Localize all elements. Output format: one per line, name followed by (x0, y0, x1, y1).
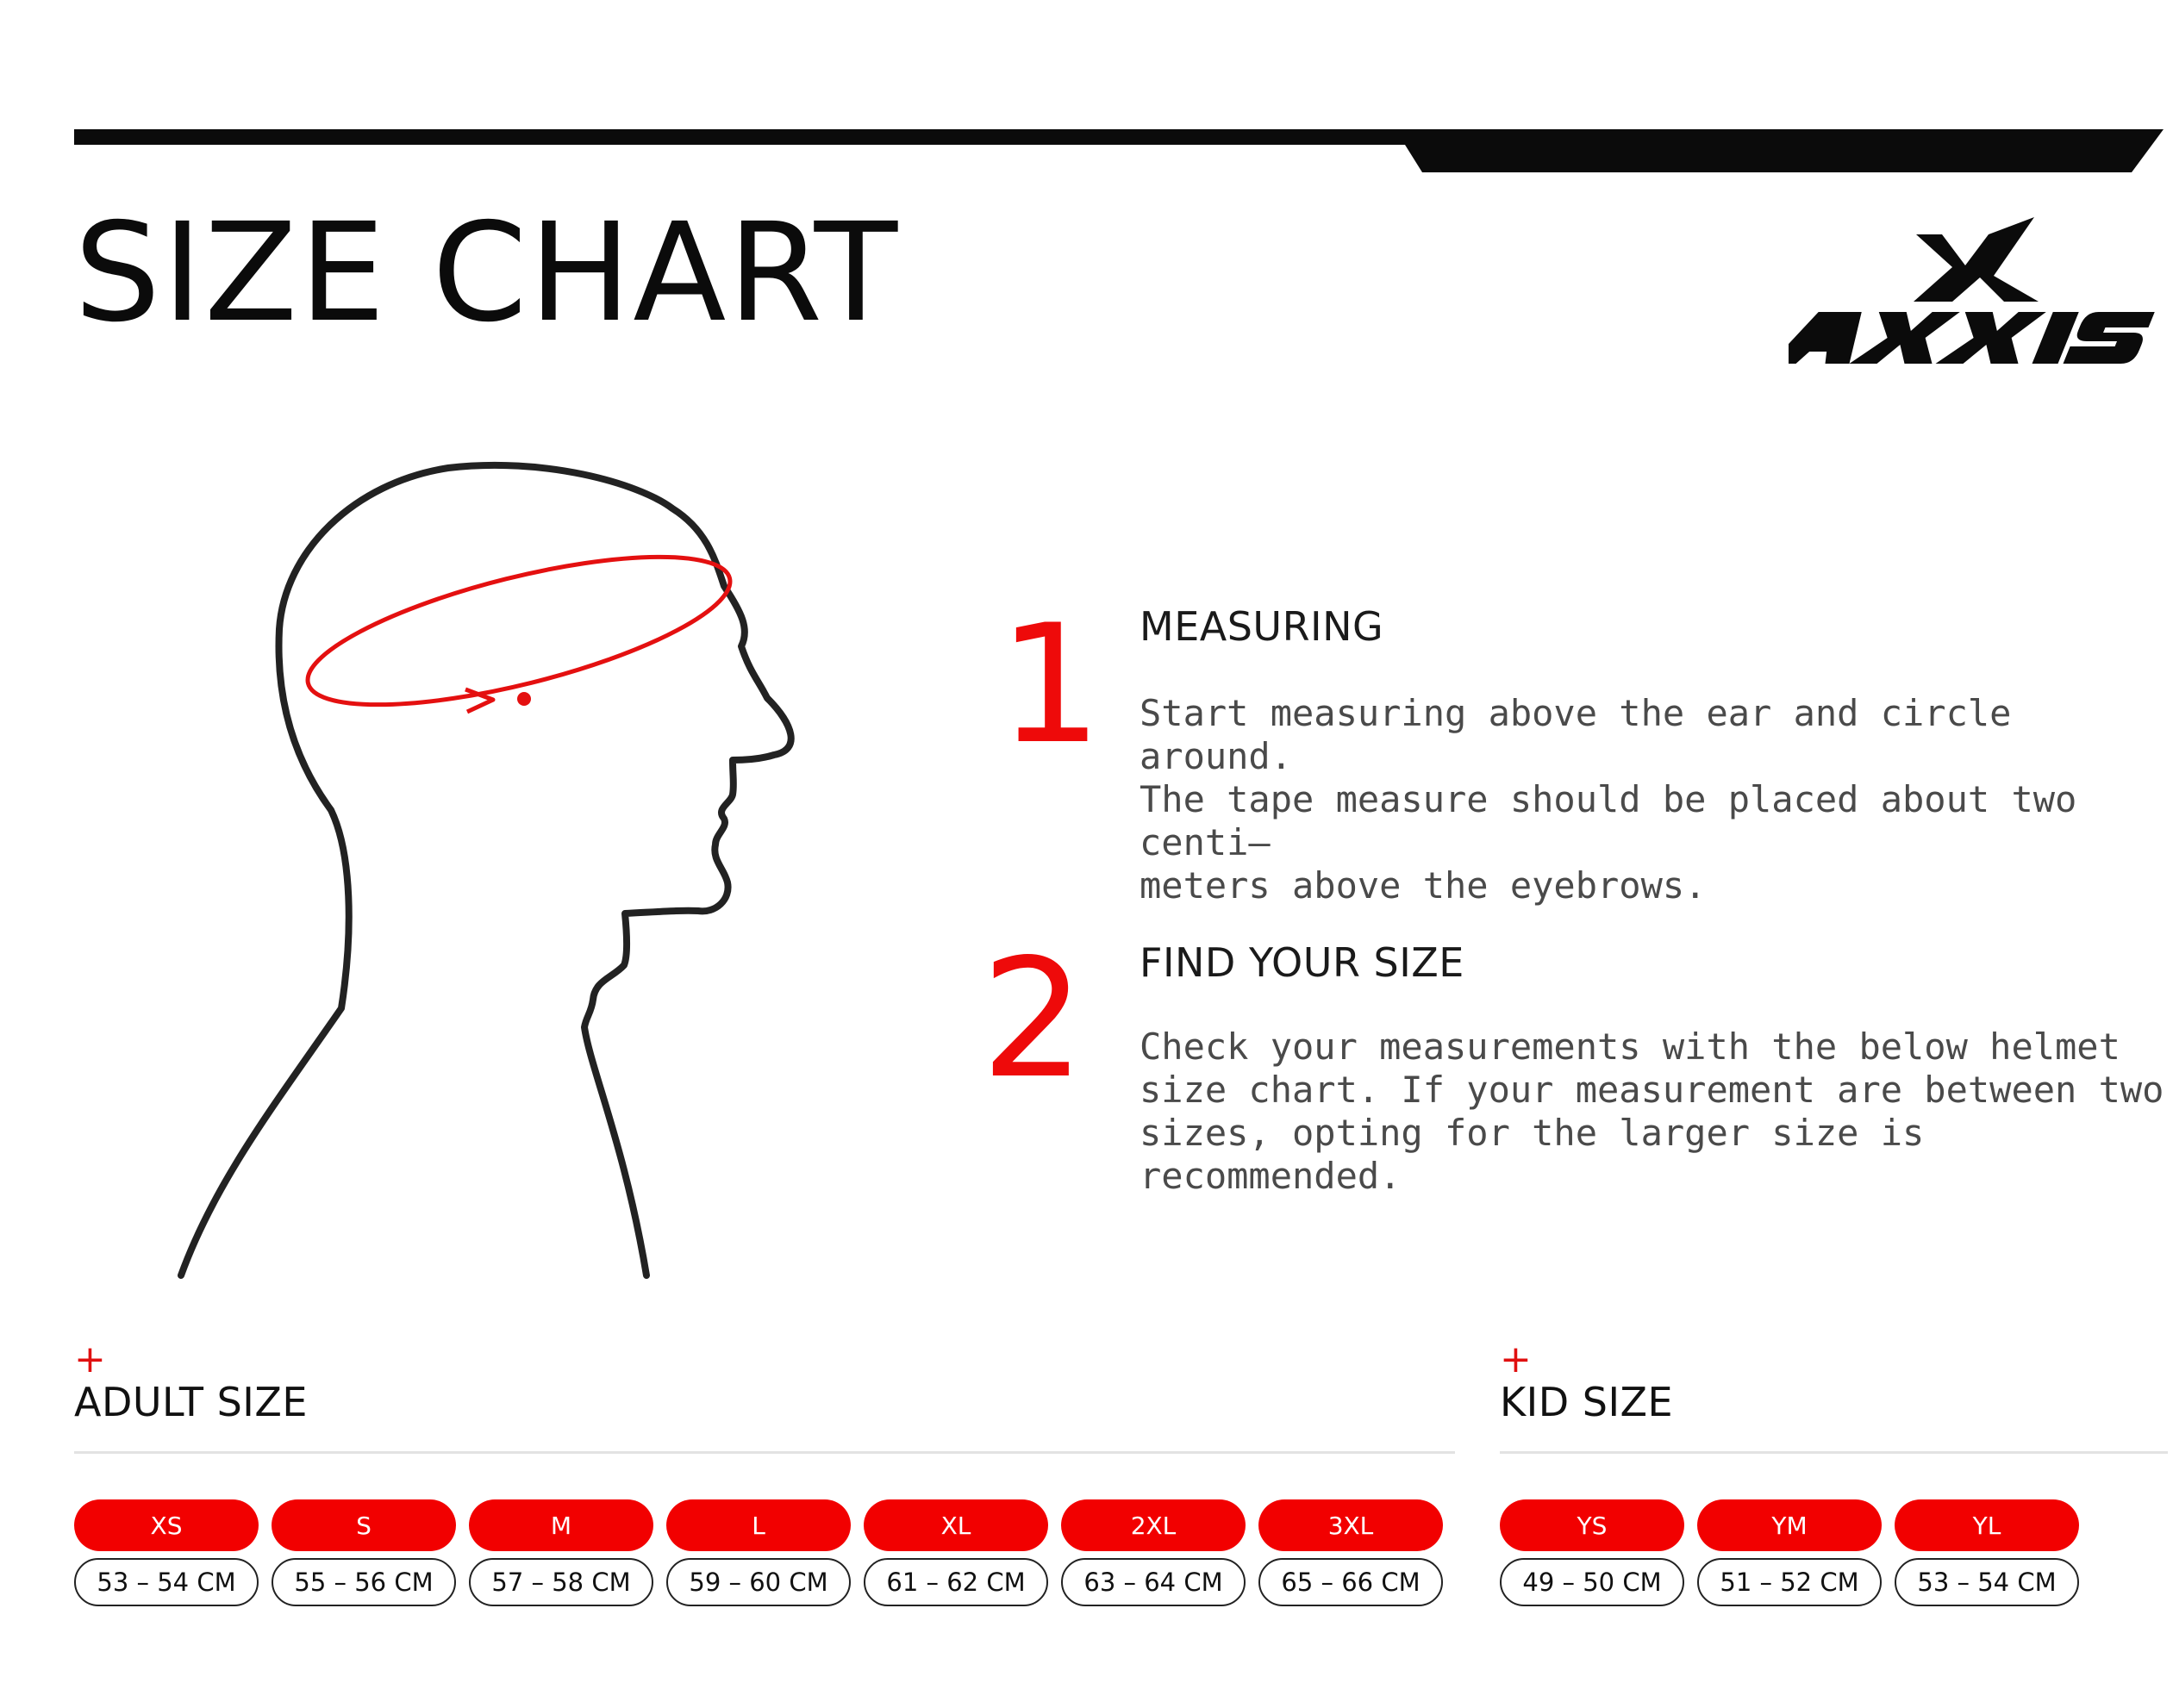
tape-start-dot (517, 692, 531, 706)
size-chip-yl (1895, 1499, 2079, 1606)
adult-plus-icon: + (74, 1337, 106, 1381)
size-chip-xl (864, 1499, 1048, 1606)
axxis-logo-mark-icon (1789, 215, 2168, 371)
size-chip-ym (1697, 1499, 1882, 1606)
size-range-ym: 51 – 52 CM (1697, 1558, 1882, 1606)
kid-plus-icon: + (1500, 1337, 1532, 1381)
size-chip-2xl (1061, 1499, 1246, 1606)
size-label-yl: YL (1895, 1499, 2079, 1551)
size-range-ys: 49 – 50 CM (1500, 1558, 1684, 1606)
size-chip-s (272, 1499, 456, 1606)
size-range-xl: 61 – 62 CM (864, 1558, 1048, 1606)
size-chip-ys (1500, 1499, 1684, 1606)
kid-size-heading: KID SIZE (1500, 1379, 1674, 1425)
size-chip-l (666, 1499, 851, 1606)
size-label-xs: XS (74, 1499, 259, 1551)
tape-measure-ellipse (295, 527, 742, 735)
size-range-yl: 53 – 54 CM (1895, 1558, 2079, 1606)
head-profile-illustration (155, 448, 810, 1284)
size-label-xl: XL (864, 1499, 1048, 1551)
step-2-number: 2 (981, 924, 1085, 1114)
size-label-s: S (272, 1499, 456, 1551)
step-2-body: Check your measurements with the below helmet size chart. If your measurement are between two sizes, opting for the larger size is recommended. (1140, 1025, 2164, 1197)
size-range-xs: 53 – 54 CM (74, 1558, 259, 1606)
size-range-m: 57 – 58 CM (469, 1558, 653, 1606)
kid-divider (1500, 1451, 2168, 1454)
size-label-ys: YS (1500, 1499, 1684, 1551)
size-chip-xs (74, 1499, 259, 1606)
brand-logo (1789, 215, 2168, 371)
size-label-3xl: 3XL (1258, 1499, 1443, 1551)
size-range-s: 55 – 56 CM (272, 1558, 456, 1606)
step-1-body: Start measuring above the ear and circle around. The tape measure should be placed about two centi– meters above the eyebrows. (1140, 692, 2077, 907)
adult-size-heading: ADULT SIZE (74, 1379, 308, 1425)
size-label-2xl: 2XL (1061, 1499, 1246, 1551)
adult-divider (74, 1451, 1455, 1454)
size-label-ym: YM (1697, 1499, 1882, 1551)
size-range-2xl: 63 – 64 CM (1061, 1558, 1246, 1606)
size-chip-m (469, 1499, 653, 1606)
size-chip-3xl (1258, 1499, 1443, 1606)
size-label-l: L (666, 1499, 851, 1551)
top-banner-bar (0, 0, 2173, 181)
head-outline (181, 465, 791, 1275)
size-label-m: M (469, 1499, 653, 1551)
size-range-3xl: 65 – 66 CM (1258, 1558, 1443, 1606)
step-1-number: 1 (998, 589, 1102, 780)
step-1-heading: MEASURING (1140, 603, 1384, 650)
step-2-heading: FIND YOUR SIZE (1140, 939, 1464, 986)
size-range-l: 59 – 60 CM (666, 1558, 851, 1606)
page-title: SIZE CHART (74, 194, 900, 352)
